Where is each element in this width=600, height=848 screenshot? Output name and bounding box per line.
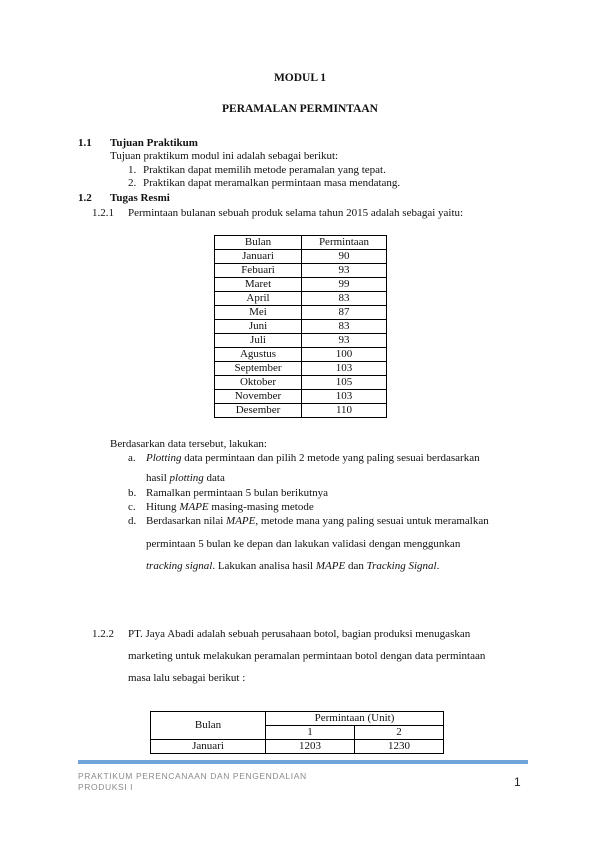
- subtask-text: , metode mana yang paling sesuai untuk meramalkan: [255, 515, 489, 527]
- demand-cell: 83: [302, 320, 387, 334]
- task-number: 1.2.1: [92, 207, 114, 219]
- demand-cell: 87: [302, 306, 387, 320]
- module-title: MODUL 1: [273, 72, 327, 84]
- module-subtitle: PERAMALAN PERMINTAAN: [222, 103, 378, 115]
- after-table-text: Berdasarkan data tersebut, lakukan:: [110, 438, 267, 450]
- month-cell: November: [215, 390, 302, 404]
- month-cell: Febuari: [215, 264, 302, 278]
- section-number: 1.1: [78, 137, 92, 149]
- section-number: 1.2: [78, 192, 92, 204]
- table-cell: Januari: [151, 740, 266, 754]
- emphasis: MAPE: [179, 501, 209, 513]
- subtask-text: . Lakukan analisa hasil: [212, 560, 316, 572]
- group-header: Permintaan (Unit): [266, 712, 444, 726]
- list-marker: c.: [128, 501, 136, 513]
- subtask-text: Hitung: [146, 501, 180, 513]
- demand-cell: 105: [302, 376, 387, 390]
- subtask-text: dan: [345, 560, 367, 572]
- column-header: Bulan: [151, 712, 266, 740]
- footer-line-2: PRODUKSI I: [78, 782, 134, 792]
- table-row: [215, 390, 387, 404]
- table-cell: 1203: [266, 740, 355, 754]
- demand-cell: 103: [302, 362, 387, 376]
- month-cell: Juni: [215, 320, 302, 334]
- list-item: Praktikan dapat memilih metode peramalan yang tepat.: [143, 164, 386, 176]
- demand-cell: 90: [302, 250, 387, 264]
- month-cell: April: [215, 292, 302, 306]
- table-row: [215, 320, 387, 334]
- task-text-line3: masa lalu sebagai berikut :: [128, 672, 246, 684]
- demand-table: [214, 235, 387, 418]
- table-row: [215, 404, 387, 418]
- list-marker: b.: [128, 487, 137, 499]
- table-row: [215, 306, 387, 320]
- emphasis: tracking signal: [146, 560, 213, 572]
- emphasis: Tracking Signal: [366, 560, 437, 572]
- table-row: [215, 264, 387, 278]
- column-header: 2: [355, 726, 444, 740]
- subtask-text: Berdasarkan nilai: [146, 515, 227, 527]
- table-row: [215, 250, 387, 264]
- task-number: 1.2.2: [92, 628, 114, 640]
- demand-cell: 100: [302, 348, 387, 362]
- table-row: [215, 334, 387, 348]
- table-row: [215, 376, 387, 390]
- month-cell: Maret: [215, 278, 302, 292]
- column-header: Bulan: [215, 236, 302, 250]
- month-cell: Oktober: [215, 376, 302, 390]
- section-heading: Tujuan Praktikum: [110, 137, 198, 149]
- emphasis: Plotting: [146, 452, 182, 464]
- table-cell: 1230: [355, 740, 444, 754]
- subtask-d-line3: [146, 560, 439, 573]
- subtask-d-line2: permintaan 5 bulan ke depan dan lakukan validasi dengan menggunkan: [146, 538, 461, 550]
- emphasis: plotting: [169, 472, 204, 484]
- table-row: [215, 348, 387, 362]
- section-heading: Tugas Resmi: [110, 192, 170, 204]
- subtask-text: data: [203, 472, 225, 484]
- list-item: Praktikan dapat meramalkan permintaan masa mendatang.: [143, 177, 401, 189]
- demand-cell: 93: [302, 334, 387, 348]
- task-text-line1: PT. Jaya Abadi adalah sebuah perusahaan botol, bagian produksi menugaskan: [128, 628, 471, 640]
- table-row: [215, 362, 387, 376]
- page-number: 1: [514, 775, 521, 789]
- demand-cell: 93: [302, 264, 387, 278]
- table-header-row: [215, 236, 387, 250]
- subtask-text: Ramalkan permintaan 5 bulan berikutnya: [146, 487, 329, 499]
- subtask-c: [146, 501, 314, 514]
- month-cell: Januari: [215, 250, 302, 264]
- list-marker: 2.: [128, 177, 137, 189]
- table-row: [215, 278, 387, 292]
- month-cell: September: [215, 362, 302, 376]
- footer-line-1: PRAKTIKUM PERENCANAAN DAN PENGENDALIAN: [78, 771, 307, 781]
- task-text: Permintaan bulanan sebuah produk selama tahun 2015 adalah sebagai yaitu:: [128, 207, 464, 219]
- subtask-a-line1: [146, 452, 530, 465]
- demand-cell: 103: [302, 390, 387, 404]
- list-marker: 1.: [128, 164, 137, 176]
- list-marker: d.: [128, 515, 137, 527]
- month-cell: Juli: [215, 334, 302, 348]
- month-cell: Desember: [215, 404, 302, 418]
- table-row: [215, 292, 387, 306]
- demand-cell: 99: [302, 278, 387, 292]
- subtask-text: hasil: [146, 472, 170, 484]
- list-marker: a.: [128, 452, 136, 464]
- subtask-d-line1: [146, 515, 489, 528]
- subtask-text: data permintaan dan pilih 2 metode yang paling sesuai berdasarkan: [181, 452, 480, 464]
- bottle-demand-table: [150, 711, 444, 754]
- subtask-a-line2: [146, 472, 225, 485]
- subtask-text: .: [436, 560, 440, 572]
- table-row: [151, 740, 444, 754]
- section-intro: Tujuan praktikum modul ini adalah sebagai berikut:: [110, 150, 339, 162]
- footer-divider: [78, 760, 528, 764]
- emphasis: MAPE: [315, 560, 346, 572]
- column-header: Permintaan: [302, 236, 387, 250]
- table-header-row: [151, 712, 444, 726]
- demand-cell: 110: [302, 404, 387, 418]
- month-cell: Agustus: [215, 348, 302, 362]
- month-cell: Mei: [215, 306, 302, 320]
- demand-cell: 83: [302, 292, 387, 306]
- column-header: 1: [266, 726, 355, 740]
- subtask-text: masing-masing metode: [208, 501, 314, 513]
- footer-text: [78, 771, 378, 793]
- task-text-line2: marketing untuk melakukan peramalan permintaan botol dengan data permintaan: [128, 650, 486, 662]
- emphasis: MAPE: [226, 515, 256, 527]
